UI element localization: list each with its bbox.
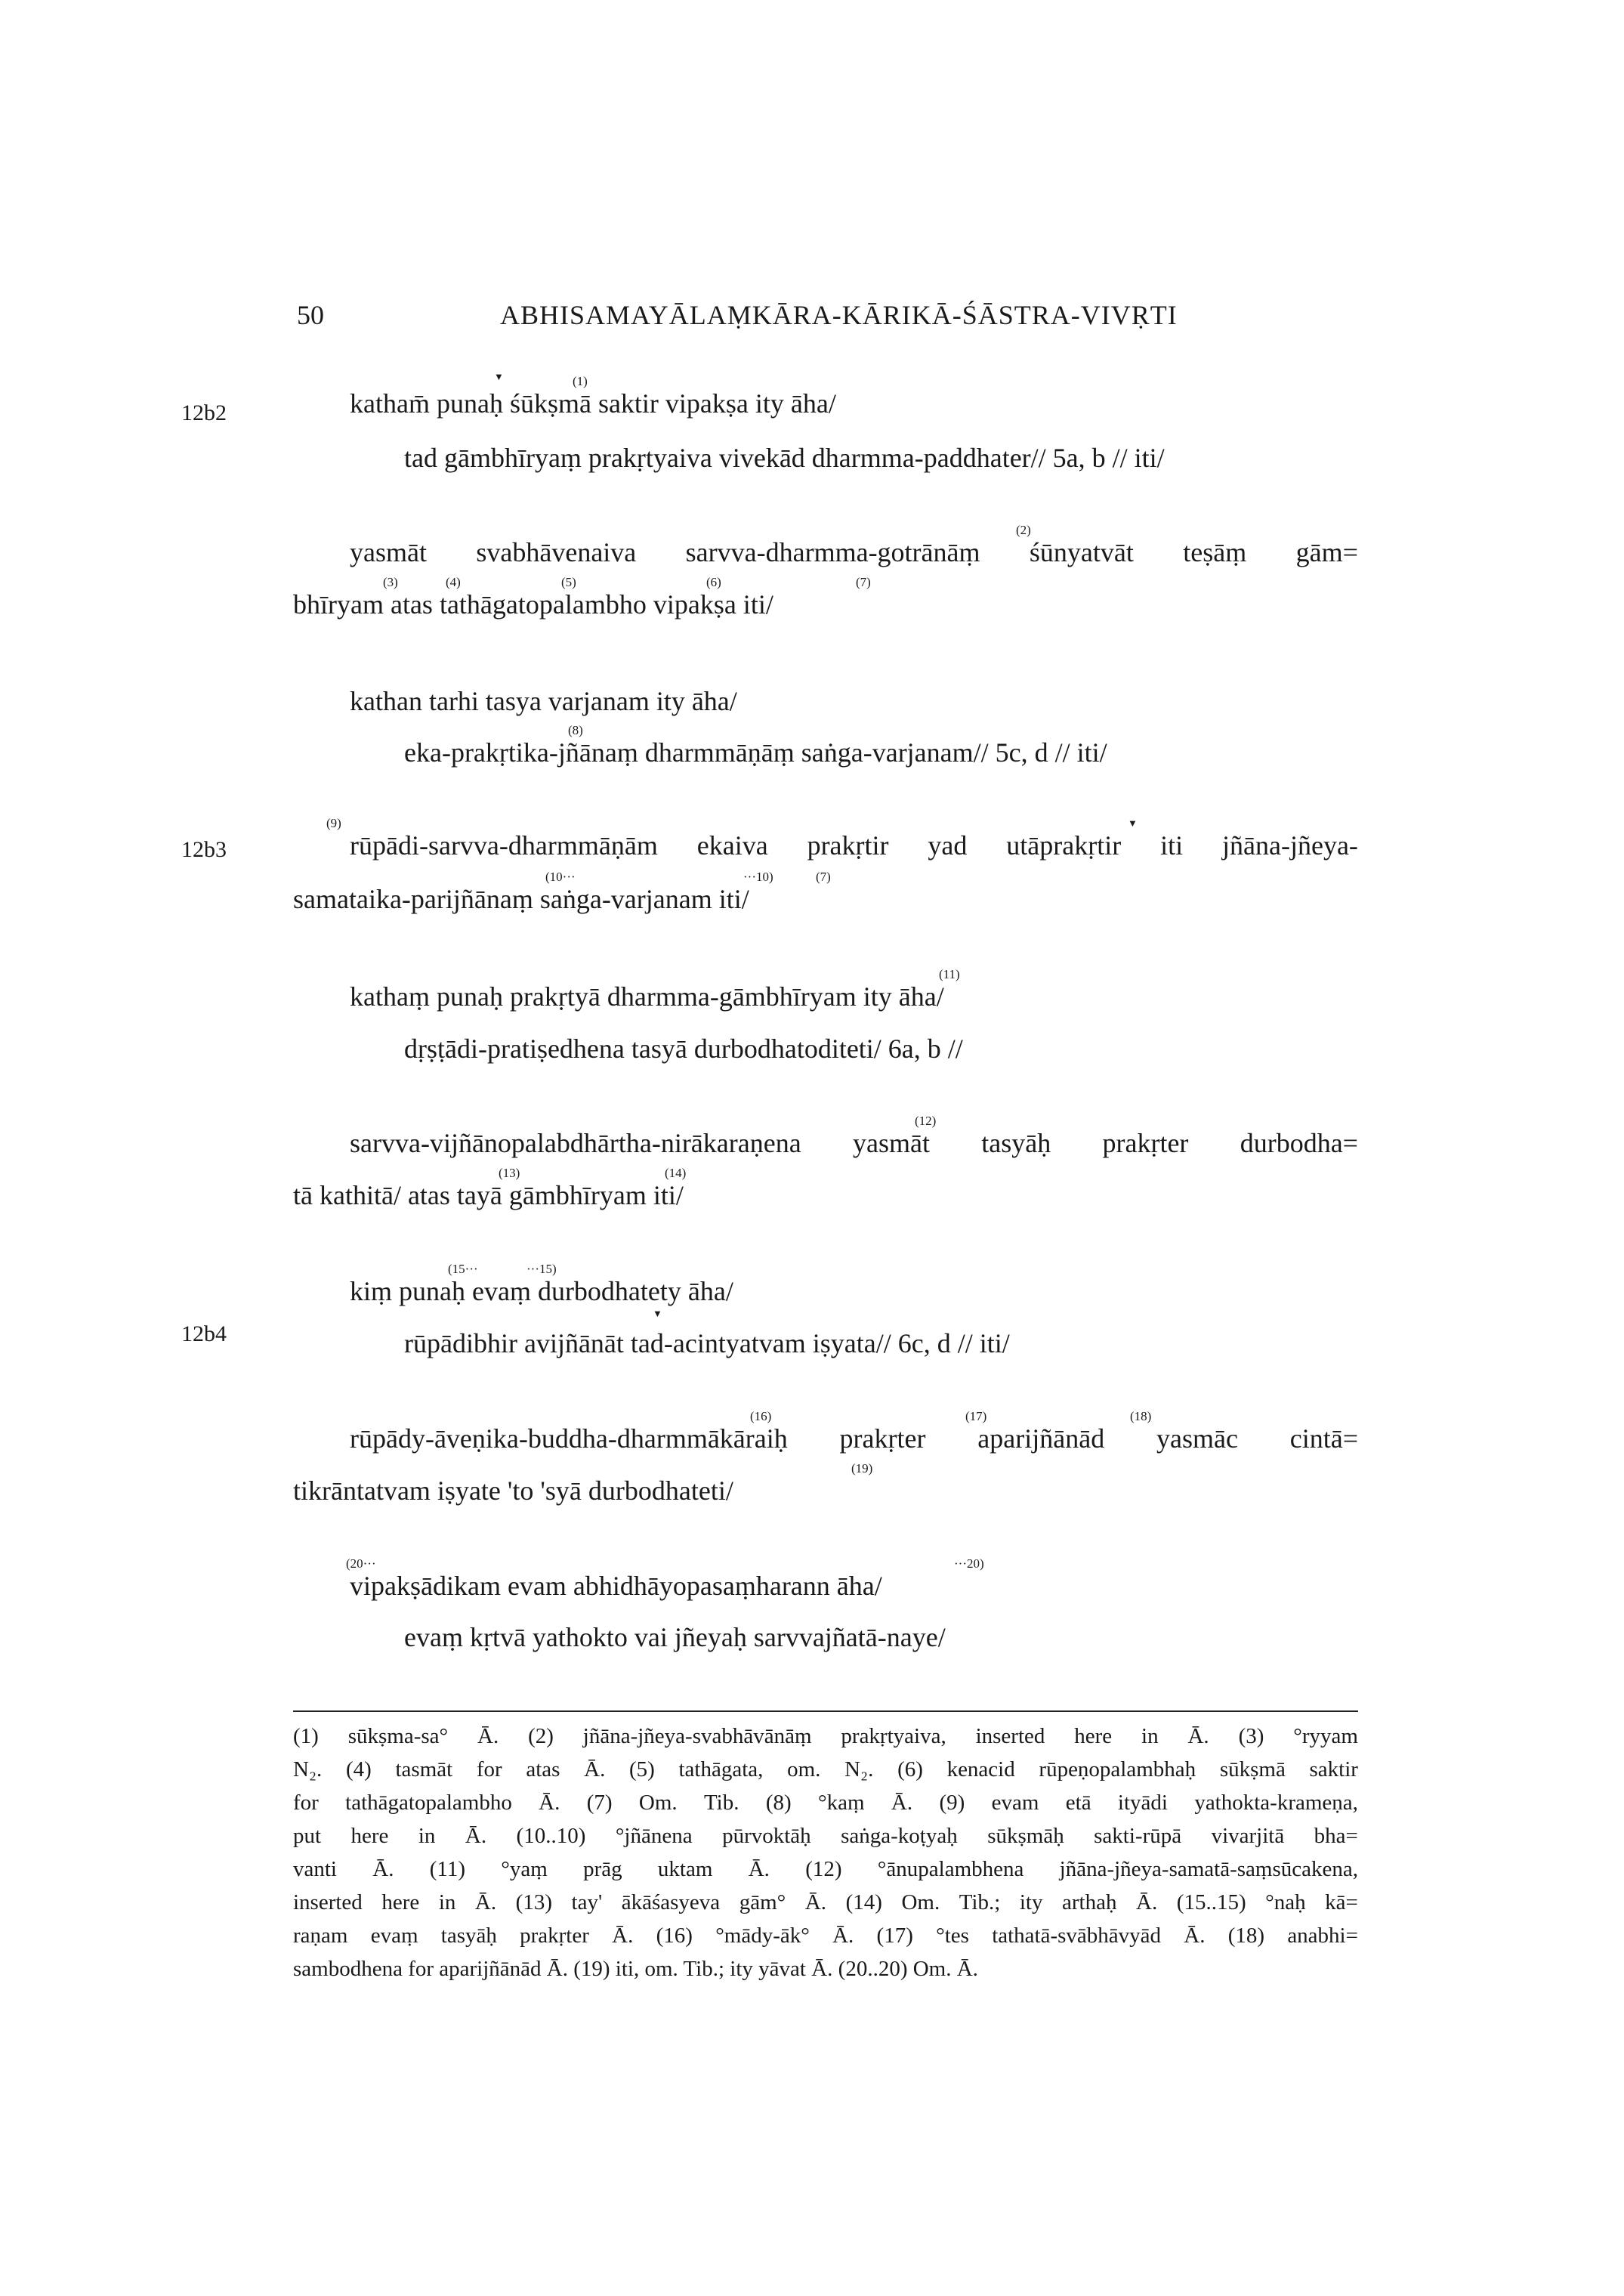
word: °mādy-āk° [715,1924,810,1948]
word: tathatā-svābhāvyād [992,1924,1162,1948]
footnote-line [293,1925,1358,1947]
word: jñāna-jñeya-samatā-saṃsūcakena, [1059,1857,1358,1881]
word: °ryyam [1293,1724,1358,1748]
word: Ā. [584,1757,606,1781]
margin-ref-12b3: 12b3 [181,837,227,862]
word: (2) [528,1724,554,1748]
word: yathokta-krameṇa, [1194,1791,1358,1815]
word: saṅga-koṭyaḥ [841,1824,958,1848]
text-line: kiṃ punaḥ evaṃ durbodhatety āha/ [350,1276,733,1306]
note-mark: (9) [326,816,341,830]
word: bha= [1314,1824,1358,1848]
word: Ā. [891,1791,913,1815]
note-mark: ···10) [743,870,773,884]
word: yasmāt [350,537,427,567]
word: utāprakṛtir [1006,830,1122,861]
verse-line: rūpādibhir avijñānāt tad-acintyatvam iṣyata// 6c, d // iti/ [404,1328,1010,1358]
footnote-line [293,1892,1358,1914]
word: yasmāc [1156,1423,1238,1454]
word: (8) [765,1791,792,1815]
word: Ā. [1136,1890,1158,1914]
note-mark: (12) [915,1114,937,1128]
verse-line: evaṃ kṛtvā yathokto vai jñeyaḥ sarvvajñatā-naye/ [404,1622,946,1652]
word: °tes [936,1924,969,1948]
word: for [476,1757,502,1781]
word: Ā. [539,1791,560,1815]
arrow-mark: ▼ [653,1308,662,1319]
note-mark: (7) [856,575,871,589]
word: rūpādi-sarvva-dharmmāṇām [350,830,658,861]
text-line [350,832,1358,859]
word: pūrvoktāḥ [722,1824,811,1848]
word: Tib. [703,1791,739,1815]
word: prakṛter [1102,1128,1189,1158]
word: gām= [1295,537,1358,567]
word: vanti [293,1857,337,1881]
word: °yaṃ [501,1857,548,1881]
word: sakti-rūpā [1094,1824,1182,1848]
word: Om. [638,1791,678,1815]
note-mark: (11) [939,967,960,981]
word: prakṛter [839,1423,926,1454]
note-mark: (3) [383,575,398,589]
word: (1) [293,1724,319,1748]
footnote-line [293,1825,1358,1847]
text-line: tā kathitā/ atas tayā gāmbhīryam iti/ [293,1180,684,1210]
word: (9) [939,1791,965,1815]
note-mark: (20··· [346,1556,376,1571]
word: tasyāḥ [981,1128,1051,1158]
footnote-line [293,1759,1358,1781]
text-line [350,1425,1358,1452]
note-mark: ···15) [526,1262,557,1276]
word: in [438,1890,456,1914]
word: teṣāṃ [1183,537,1247,567]
running-title: ABHISAMAYĀLAṂKĀRA-KĀRIKĀ-ŚĀSTRA-VIVṚTI [500,300,1178,330]
word: evaṃ [370,1924,418,1948]
note-mark: (19) [851,1461,873,1476]
word: rūpeṇopalambhaḥ [1039,1757,1196,1781]
word: prakṛtyaiva, [841,1724,946,1748]
word: Ā. [1187,1724,1209,1748]
note-mark: (15··· [448,1262,478,1276]
word: (13) [515,1890,552,1914]
word: (17) [876,1924,913,1948]
word: Ā. [748,1857,770,1881]
note-mark: (13) [499,1166,520,1180]
word: here [350,1824,389,1848]
verse-line: eka-prakṛtika-jñānaṃ dharmmāṇāṃ saṅga-varjanam// 5c, d // iti/ [404,737,1107,768]
word: atas [526,1757,560,1781]
word: N₂. [293,1757,323,1781]
word: rūpādy-āveṇika-buddha-dharmmākāraiḥ [350,1423,788,1454]
margin-ref-12b4: 12b4 [181,1321,227,1346]
word: in [418,1824,436,1848]
word: put [293,1824,322,1848]
word: tay' [571,1890,603,1914]
word: (7) [586,1791,613,1815]
word: for [293,1791,319,1815]
word: yasmāt [852,1128,930,1158]
text-line: kathaṃ punaḥ prakṛtyā dharmma-gāmbhīryam ity āha/ [350,981,944,1012]
word: kā= [1325,1890,1358,1914]
text-line: kathan tarhi tasya varjanam ity āha/ [350,686,737,716]
note-mark: (14) [665,1166,687,1180]
word: (18) [1227,1924,1265,1948]
word: anabhi= [1287,1924,1358,1948]
word: ekaiva [696,830,768,861]
word: N₂. [844,1757,874,1781]
word: kenacid [946,1757,1015,1781]
word: sarvva-dharmma-gotrānāṃ [685,537,980,567]
word: vivarjitā [1211,1824,1285,1848]
word: Ā. [832,1924,854,1948]
word: °naḥ [1265,1890,1306,1914]
word: °kaṃ [818,1791,865,1815]
note-mark: (16) [750,1409,772,1423]
note-mark: (18) [1130,1409,1152,1423]
text-line: bhīryam atas tathāgatopalambho vipakṣa iti/ [293,589,773,620]
word: Ā. [1184,1924,1206,1948]
word: tasmāt [395,1757,453,1781]
word: ity [1019,1890,1043,1914]
word: (12) [805,1857,842,1881]
word: (4) [345,1757,372,1781]
note-mark: (5) [561,575,576,589]
word: iti [1160,830,1184,861]
arrow-mark: ▼ [1128,817,1138,829]
word: jñāna-jñeya-svabhāvānāṃ [582,1724,812,1748]
note-mark: (8) [568,723,583,737]
word: etā [1065,1791,1091,1815]
arrow-mark: ▼ [494,371,504,382]
footnote-line: sambodhena for aparijñānād Ā. (19) iti, om. Tib.; ity yāvat Ā. (20..20) Om. Ā. [293,1957,978,1981]
text-line [350,1129,1358,1157]
word: saktir [1309,1757,1358,1781]
word: Om. [901,1890,940,1914]
word: (14) [845,1890,882,1914]
margin-ref-12b2: 12b2 [181,400,227,425]
word: sūkṣmāḥ [987,1824,1064,1848]
word: in [1141,1724,1159,1748]
word: Ā. [612,1924,634,1948]
note-mark: (6) [706,575,721,589]
word: svabhāvenaiva [476,537,637,567]
footnote-rule [293,1710,1358,1712]
word: °ānupalambhena [877,1857,1024,1881]
word: (6) [897,1757,923,1781]
word: (15..15) [1176,1890,1246,1914]
word: aparijñānād [977,1423,1105,1454]
note-mark: (7) [816,870,831,884]
word: Ā. [474,1890,497,1914]
word: gām° [739,1890,786,1914]
word: Ā. [465,1824,487,1848]
word: yad [928,830,968,861]
word: ākāśasyeva [621,1890,721,1914]
page-number: 50 [297,300,324,330]
word: (11) [429,1857,466,1881]
word: prāg [583,1857,622,1881]
word: evam [991,1791,1039,1815]
word: (16) [656,1924,693,1948]
footnote-line [293,1859,1358,1880]
word: here [1074,1724,1113,1748]
word: jñāna-jñeya- [1222,830,1358,861]
note-mark: (17) [965,1409,987,1423]
word: sarvva-vijñānopalabdhārtha-nirākaraṇena [350,1128,801,1158]
word: om. [787,1757,821,1781]
verse-line: tad gāmbhīryaṃ prakṛtyaiva vivekād dharmma-paddhater// 5a, b // iti/ [404,443,1165,473]
text-line: vipakṣādikam evam abhidhāyopasaṃharann āha/ [350,1571,882,1601]
word: śūnyatvāt [1029,537,1134,567]
text-line [350,539,1358,566]
word: tathāgata, [678,1757,764,1781]
word: sūkṣmā [1219,1757,1286,1781]
word: (5) [629,1757,655,1781]
note-mark: (10··· [545,870,576,884]
word: uktam [657,1857,713,1881]
word: Tib.; [959,1890,1001,1914]
footnote-line [293,1792,1358,1814]
text-line: katham̄ punaḥ śūkṣmā saktir vipakṣa ity āha/ [350,388,836,419]
text-line: samataika-parijñānaṃ saṅga-varjanam iti/ [293,884,749,914]
note-mark: (1) [573,374,588,388]
word: inserted [975,1724,1045,1748]
word: tathāgatopalambho [345,1791,512,1815]
word: (10..10) [516,1824,586,1848]
verse-line: dṛṣṭādi-pratiṣedhena tasyā durbodhatoditeti/ 6a, b // [404,1034,963,1064]
word: ityādi [1117,1791,1168,1815]
text-line: tikrāntatvam iṣyate 'to 'syā durbodhateti/ [293,1476,733,1506]
word: raṇam [293,1924,348,1948]
note-mark: ···20) [954,1556,984,1571]
word: cintā= [1289,1423,1358,1454]
note-mark: (2) [1016,523,1031,537]
word: tasyāḥ [440,1924,497,1948]
word: durbodha= [1240,1128,1358,1158]
word: Ā. [372,1857,394,1881]
word: (3) [1238,1724,1264,1748]
word: Ā. [804,1890,827,1914]
word: inserted [293,1890,363,1914]
note-mark: (4) [446,575,461,589]
word: Ā. [477,1724,499,1748]
word: here [381,1890,420,1914]
footnote-line [293,1726,1358,1747]
word: prakṛter [520,1924,589,1948]
word: arthaḥ [1062,1890,1117,1914]
word: sūkṣma-sa° [347,1724,449,1748]
word: prakṛtir [807,830,889,861]
word: °jñānena [615,1824,693,1848]
